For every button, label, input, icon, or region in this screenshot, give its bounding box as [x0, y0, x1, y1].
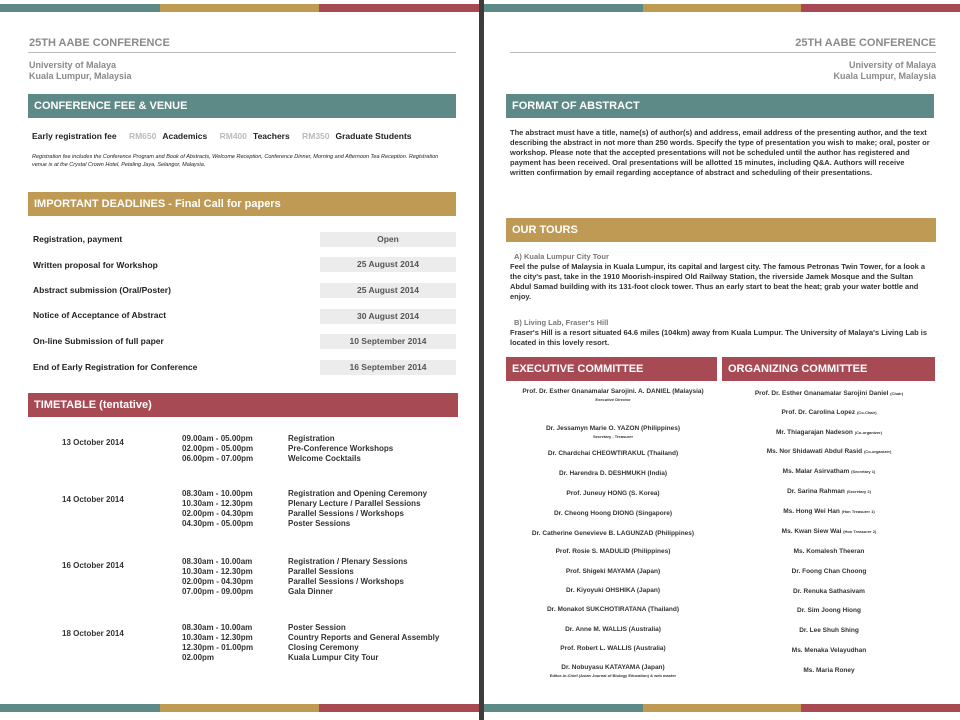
- exec-member: Dr. Cheong Hoong DIONG (Singapore): [553, 510, 673, 517]
- org-member: Ms. Hong Wei Han (Hon Treasurer 1): [783, 508, 875, 515]
- deadline-label: End of Early Registration for Conference: [33, 362, 198, 372]
- bottom-color-bars: [0, 704, 479, 712]
- timetable-events: Registration / Plenary Sessions Parallel Sessions Parallel Sessions / Workshops Gala Dinner: [288, 557, 408, 596]
- tour-text: Feel the pulse of Malaysia in Kuala Lumpur, its capital and largest city. The famous Petronas Twin Tower, for a look a the city's past, take in the 1910 Moorish-inspired Old Railway Station, the riverside Jamek Mosque and the Sultan Abdul Samad building with its 131-foot clock tower. Thus an early start to beat the heat; grab your water bottle and enjoy.: [510, 262, 926, 301]
- deadline-date: 25 August 2014: [320, 283, 456, 298]
- deadline-date: Open: [320, 232, 456, 247]
- org-member: Dr. Foong Chan Choong: [791, 568, 867, 575]
- deadlines-heading: IMPORTANT DEADLINES - Final Call for papers: [28, 192, 456, 216]
- deadline-label: Abstract submission (Oral/Poster): [33, 285, 171, 295]
- exec-member: Prof. Robert L. WALLIS (Australia): [560, 645, 666, 652]
- timetable-heading: TIMETABLE (tentative): [28, 393, 458, 417]
- fee-note: Registration fee includes the Conference Program and Book of Abstracts, Welcome Reception, Conference Dinner, Morning and Afternoon Tea Reception. Registration venue is at the Crystal Crown Hotel, Petaling Jaya, Selangor, Malaysia.: [32, 154, 439, 168]
- exec-member: Dr. Monakot SUKCHOTIRATANA (Thailand): [546, 606, 680, 613]
- org-member: Prof. Dr. Esther Gnanamalar Sarojini Daniel (Chair): [754, 390, 904, 397]
- fee-heading: CONFERENCE FEE & VENUE: [28, 94, 456, 118]
- deadline-label: On-line Submission of full paper: [33, 336, 164, 346]
- timetable-times: 08.30am - 10.00am 10.30am - 12.30pm 12.30pm - 01.00pm 02.00pm: [182, 623, 254, 662]
- deadline-date: 25 August 2014: [320, 257, 456, 272]
- top-color-bars: [0, 4, 479, 12]
- abstract-heading: FORMAT OF ABSTRACT: [506, 94, 934, 118]
- exec-member: Prof. Shigeki MAYAMA (Japan): [565, 568, 661, 575]
- org-member: Mr. Thiagarajan Nadeson (Co-organizer): [775, 429, 883, 436]
- organizing-committee-heading: ORGANIZING COMMITTEE: [722, 357, 935, 381]
- venue-address: University of Malaya Kuala Lumpur, Malaysia: [29, 60, 132, 81]
- timetable-events: Poster Session Country Reports and General Assembly Closing Ceremony Kuala Lumpur City Tour: [288, 623, 440, 662]
- org-member: Ms. Maria Roney: [803, 667, 855, 674]
- abstract-text: The abstract must have a title, name(s) of author(s) and address, email address of the presenting author, and the text describing the abstract in not more than 250 words. Specify the type of presentation you wish to make; oral, poster or workshop. Please note that the accepted presentations will not be scheduled until the author has registered and payment has been received. Oral presentations will be allotted 15 minutes, including Q&A. Authors will receive written confirmation by email regarding acceptance of abstract and scheduling of their presentations.: [510, 128, 930, 177]
- timetable-events: Registration and Opening Ceremony Plenary Lecture / Parallel Sessions Parallel Sessions / Workshops Poster Sessions: [288, 489, 428, 528]
- deadline-label: Written proposal for Workshop: [33, 260, 158, 270]
- timetable-events: Registration Pre-Conference Workshops Welcome Cocktails: [288, 434, 394, 463]
- timetable-times: 08.30am - 10.00pm 10.30am - 12.30pm 02.00pm - 04.30pm 04.30pm - 05.00pm: [182, 489, 254, 528]
- deadline-date: 10 September 2014: [320, 334, 456, 349]
- top-color-bars: [484, 4, 960, 12]
- exec-member: Dr. Catherine Genevieve B. LAGUNZAD (Philippines): [531, 530, 695, 537]
- tour-title: B) Living Lab, Fraser's Hill: [514, 318, 609, 327]
- deadline-date: 16 September 2014: [320, 360, 456, 375]
- exec-member: Dr. Jessamyn Marie O. YAZON (Philippines) Secretary - Treasurer: [545, 425, 681, 439]
- tour-text: Fraser's Hill is a resort situated 64.6 miles (104km) away from Kuala Lumpur. The University of Malaya's Living Lab is located in this lovely resort.: [510, 328, 928, 347]
- bottom-color-bars: [484, 704, 960, 712]
- header-rule: [28, 52, 456, 53]
- org-member: Dr. Renuka Sathasivam: [793, 588, 865, 595]
- exec-member: Dr. Kiyoyuki OHSHIKA (Japan): [565, 587, 661, 594]
- venue-address: University of Malaya Kuala Lumpur, Malaysia: [833, 60, 936, 81]
- timetable-date: 18 October 2014: [62, 629, 124, 638]
- org-member: Ms. Malar Asirvatham (Secretary 1): [782, 468, 876, 475]
- exec-member: Prof. Juneuy HONG (S. Korea): [566, 490, 660, 497]
- tours-heading: OUR TOURS: [506, 218, 936, 242]
- org-member: Dr. Lee Shuh Shing: [799, 627, 859, 634]
- executive-committee-heading: EXECUTIVE COMMITTEE: [506, 357, 717, 381]
- exec-member: Prof. Dr. Esther Gnanamalar Sarojini. A. DANIEL (Malaysia) Executive Director: [522, 388, 704, 402]
- exec-member: Prof. Rosie S. MADULID (Philippines): [555, 548, 671, 555]
- deadline-date: 30 August 2014: [320, 309, 456, 324]
- left-page: [0, 0, 479, 720]
- timetable-times: 09.00am - 05.00pm 02.00pm - 05.00pm 06.00pm - 07.00pm: [182, 434, 254, 463]
- timetable-date: 14 October 2014: [62, 495, 124, 504]
- exec-member: Dr. Nobuyasu KATAYAMA (Japan) Editor-in-Chief (Asian Journal of Biology Education) & web master: [549, 664, 677, 678]
- deadline-label: Notice of Acceptance of Abstract: [33, 310, 167, 320]
- deadline-label: Registration, payment: [33, 234, 123, 244]
- org-member: Ms. Nor Shidawati Abdul Rasid (Co-organizer): [766, 448, 892, 455]
- org-member: Ms. Kwan Siew Wai (Hon Treasurer 2): [781, 528, 877, 535]
- org-member: Prof. Dr. Carolina Lopez (Co-Chair): [781, 409, 877, 416]
- org-member: Ms. Komalesh Theeran: [793, 548, 865, 555]
- tour-title: A) Kuala Lumpur City Tour: [514, 252, 609, 261]
- timetable-date: 16 October 2014: [62, 561, 124, 570]
- exec-member: Dr. Chardchai CHEOWTIRAKUL (Thailand): [547, 450, 679, 457]
- fee-row: Early registration fee RM650 Academics RM400 Teachers RM350 Graduate Students: [32, 131, 412, 141]
- exec-member: Dr. Anne M. WALLIS (Australia): [565, 626, 661, 633]
- exec-member: Dr. Harendra D. DESHMUKH (India): [559, 470, 667, 477]
- conference-title: 25TH AABE CONFERENCE: [29, 37, 170, 49]
- header-rule: [510, 52, 936, 53]
- right-page: [484, 0, 960, 720]
- conference-title: 25TH AABE CONFERENCE: [795, 37, 936, 49]
- org-member: Dr. Sarina Rahman (Secretary 2): [787, 488, 871, 495]
- timetable-date: 13 October 2014: [62, 438, 124, 447]
- org-member: Ms. Menaka Velayudhan: [791, 647, 867, 654]
- timetable-times: 08.30am - 10.00am 10.30am - 12.30pm 02.00pm - 04.30pm 07.00pm - 09.00pm: [182, 557, 254, 596]
- org-member: Dr. Sim Joong Hiong: [797, 607, 861, 614]
